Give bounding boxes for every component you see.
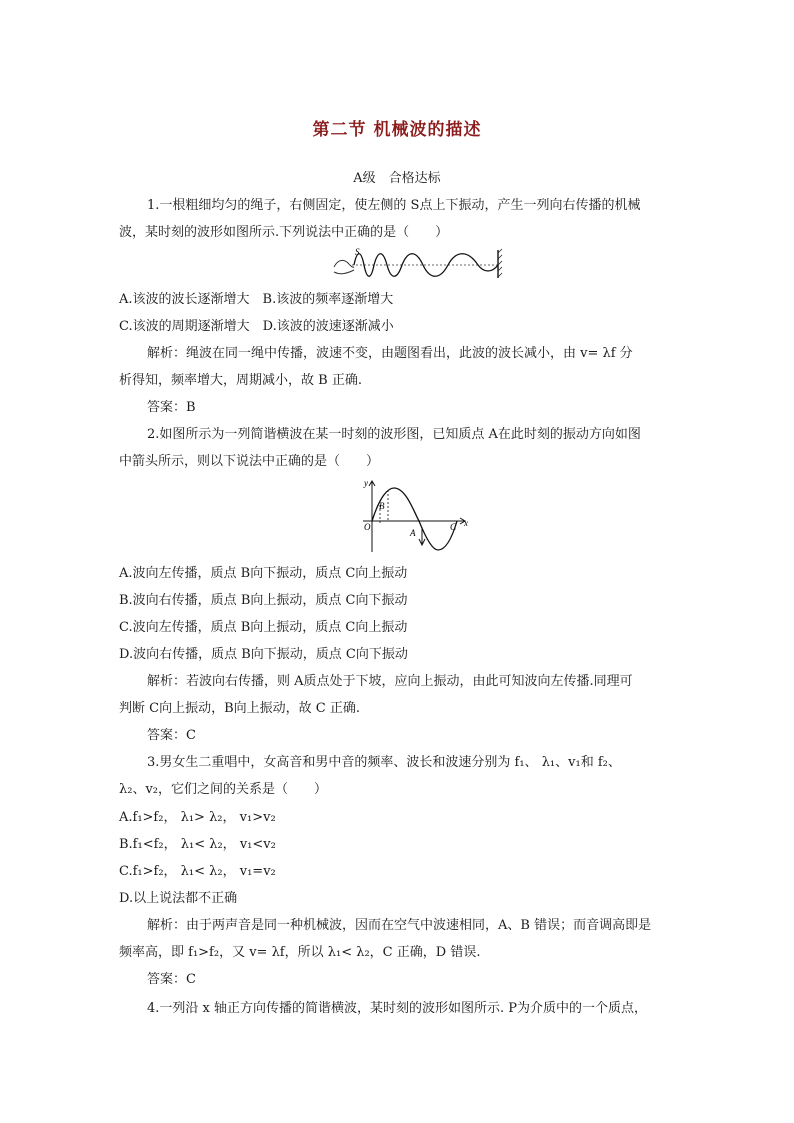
rope-wave-figure: [330, 245, 505, 285]
q1-options-ab: A.该波的波长逐渐增大 B.该波的频率逐渐增大: [119, 292, 394, 307]
q3-answer: 答案：C: [147, 972, 196, 987]
label-x: x: [464, 518, 468, 528]
q1-answer: 答案：B: [147, 400, 196, 415]
q2-answer: 答案：C: [147, 728, 196, 743]
q3-option-c: C.f₁>f₂， λ₁< λ₂， v₁=v₂: [119, 864, 276, 879]
q2-option-b: B.波向右传播，质点 B向上振动，质点 C向下振动: [119, 593, 408, 608]
q2-option-a: A.波向左传播，质点 B向下振动，质点 C向上振动: [119, 566, 408, 581]
q3-option-a: A.f₁>f₂， λ₁> λ₂， v₁>v₂: [119, 810, 276, 825]
label-y: y: [364, 478, 368, 488]
q3-option-d: D.以上说法都不正确: [119, 891, 238, 906]
q2-option-c: C.波向左传播，质点 B向上振动，质点 C向上振动: [119, 620, 408, 635]
q3-line-1: 3.男女生二重唱中，女高音和男中音的频率、波长和波速分别为 f₁、 λ₁、v₁和 f₂、: [147, 755, 621, 770]
q1-analysis-1: 解析：绳波在同一绳中传播，波速不变，由题图看出，此波的波长减小，由 v= λf 分: [147, 346, 633, 361]
q4-line-1: 4.一列沿 x 轴正方向传播的简谐横波，某时刻的波形如图所示. P为介质中的一个质点，: [147, 1001, 648, 1016]
page-title: 第二节 机械波的描述: [312, 120, 482, 140]
section-heading: A级 合格达标: [353, 171, 441, 186]
q1-analysis-2: 析得知，频率增大，周期减小，故 B 正确.: [119, 373, 362, 388]
label-s: S: [355, 247, 360, 257]
q2-analysis-2: 判断 C向上振动，B向上振动，故 C 正确.: [119, 701, 360, 716]
transverse-wave-figure: [360, 478, 470, 556]
label-a: A: [410, 528, 416, 538]
q2-analysis-1: 解析：若波向右传播，则 A质点处于下坡，应向上振动，由此可知波向左传播.同理可: [147, 674, 633, 689]
q1-line-2: 波，某时刻的波形如图所示.下列说法中正确的是（ ）: [119, 225, 449, 240]
q2-option-d: D.波向右传播，质点 B向下振动，质点 C向下振动: [119, 647, 408, 662]
q3-analysis-1: 解析：由于两声音是同一种机械波，因而在空气中波速相同，A、B 错误；而音调高即是: [147, 918, 652, 933]
q3-option-b: B.f₁<f₂， λ₁< λ₂， v₁<v₂: [119, 837, 276, 852]
q1-options-cd: C.该波的周期逐渐增大 D.该波的波速逐渐减小: [119, 319, 394, 334]
label-o: O: [364, 522, 371, 532]
q3-analysis-2: 频率高，即 f₁>f₂，又 v= λf，所以 λ₁< λ₂，C 正确，D 错误.: [119, 945, 481, 960]
label-b: B: [379, 501, 385, 511]
q1-line-1: 1.一根粗细均匀的绳子，右侧固定，使左侧的 S点上下振动，产生一列向右传播的机械: [147, 198, 641, 213]
q2-line-1: 2.如图所示为一列简谐横波在某一时刻的波形图，已知质点 A在此时刻的振动方向如图: [147, 427, 641, 442]
q2-line-2: 中箭头所示，则以下说法中正确的是（ ）: [119, 454, 380, 469]
label-c: C: [450, 522, 457, 532]
q3-line-2: λ₂、v₂，它们之间的关系是（ ）: [119, 782, 328, 797]
